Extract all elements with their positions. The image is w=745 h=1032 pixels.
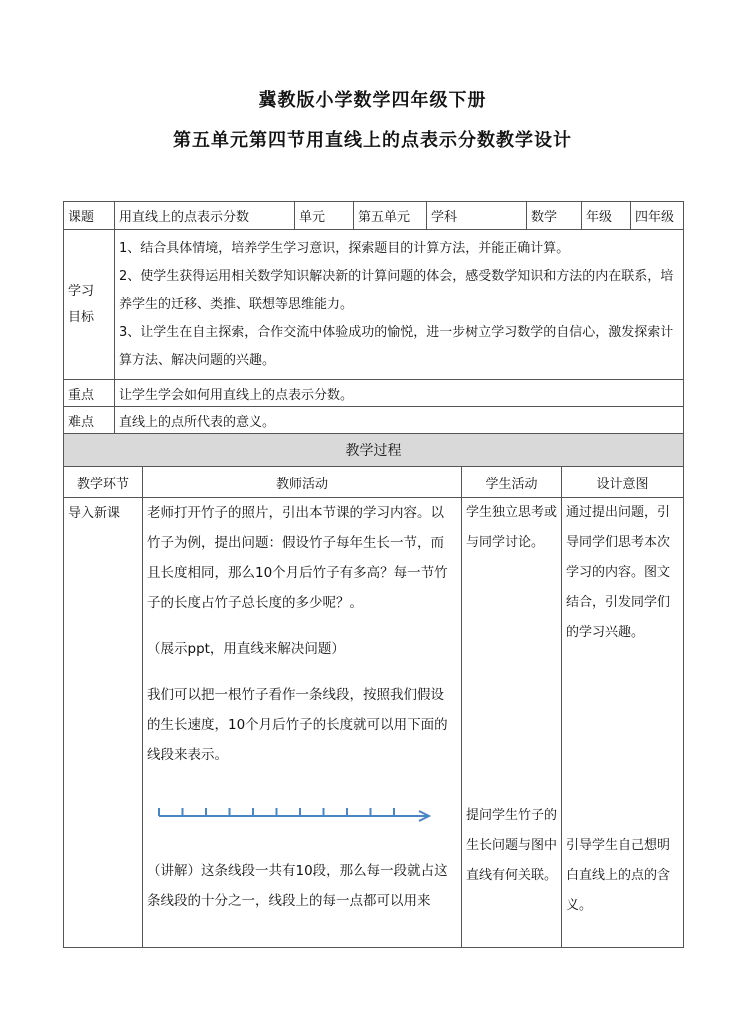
teacher-activity-text: （讲解）这条线段一共有10段，那么每一段就占这条线段的十分之一，线段上的每一点都可以用来 [147, 863, 448, 909]
teacher-activity-text: （展示ppt，用直线来解决问题） [147, 641, 345, 657]
goals-row [64, 230, 684, 380]
key-point-row [64, 380, 684, 407]
goals-content [115, 230, 684, 380]
goals-label: 学习 目标 [64, 230, 115, 380]
lesson-row [64, 498, 684, 948]
number-line-figure [147, 796, 447, 826]
goal-item: 3、让学生在自主探索，合作交流中体验成功的愉悦，进一步树立学习数学的自信心，激发探索计算方法、解决问题的兴趣。 [119, 324, 674, 368]
process-header: 教学过程 [64, 434, 684, 467]
process-header-row [64, 434, 684, 467]
difficulty-row [64, 407, 684, 434]
unit-label: 单元 [295, 202, 354, 230]
course-value: 用直线上的点表示分数 [115, 202, 295, 230]
col-stage-header: 教学环节 [64, 467, 143, 498]
subject-value: 数学 [527, 202, 582, 230]
difficulty-value: 直线上的点所代表的意义。 [115, 407, 684, 434]
grade-label: 年级 [582, 202, 631, 230]
unit-value: 第五单元 [354, 202, 427, 230]
document-title: 冀教版小学数学四年级下册 [258, 90, 487, 111]
col-teacher-header: 教师活动 [143, 467, 462, 498]
difficulty-label: 难点 [64, 407, 115, 434]
col-student-header: 学生活动 [462, 467, 562, 498]
key-point-label: 重点 [64, 380, 115, 407]
student-activity-cell [462, 498, 562, 948]
student-activity-text: 学生独立思考或与同学讨论。 [466, 505, 558, 550]
col-intent-header: 设计意图 [562, 467, 684, 498]
subject-label: 学科 [427, 202, 527, 230]
course-label: 课题 [64, 202, 115, 230]
stage-cell [64, 498, 143, 948]
document-subtitle: 第五单元第四节用直线上的点表示分数教学设计 [173, 130, 572, 151]
key-point-value: 让学生学会如何用直线上的点表示分数。 [115, 380, 684, 407]
teacher-activity-text: 我们可以把一根竹子看作一条线段，按照我们假设的生长速度，10个月后竹子的长度就可以用下面的线段来表示。 [147, 687, 448, 763]
design-intent-text: 引导学生自己想明白直线上的点的含义。 [566, 838, 671, 913]
stage-label: 导入新课 [68, 506, 121, 521]
info-row [64, 202, 684, 230]
goal-item: 1、结合具体情境，培养学生学习意识，探索题目的计算方法，并能正确计算。 [119, 240, 570, 256]
design-intent-cell [562, 498, 684, 948]
student-activity-text: 提问学生竹子的生长问题与图中直线有何关联。 [466, 808, 558, 883]
column-header-row [64, 467, 684, 498]
teacher-activity-text: 老师打开竹子的照片，引出本节课的学习内容。以竹子为例，提出问题：假设竹子每年生长一节，而且长度相同，那么10个月后竹子有多高？每一节竹子的长度占竹子总长度的多少呢？。 [147, 505, 448, 611]
lesson-plan-table [63, 201, 684, 948]
design-intent-text: 通过提出问题，引导同学们思考本次学习的内容。图文结合，引发同学们的学习兴趣。 [566, 505, 671, 640]
goal-item: 2、使学生获得运用相关数学知识解决新的计算问题的体会，感受数学知识和方法的内在联系，培养学生的迁移、类推、联想等思维能力。 [119, 268, 674, 312]
grade-value: 四年级 [631, 202, 684, 230]
teacher-activity-cell [143, 498, 462, 948]
